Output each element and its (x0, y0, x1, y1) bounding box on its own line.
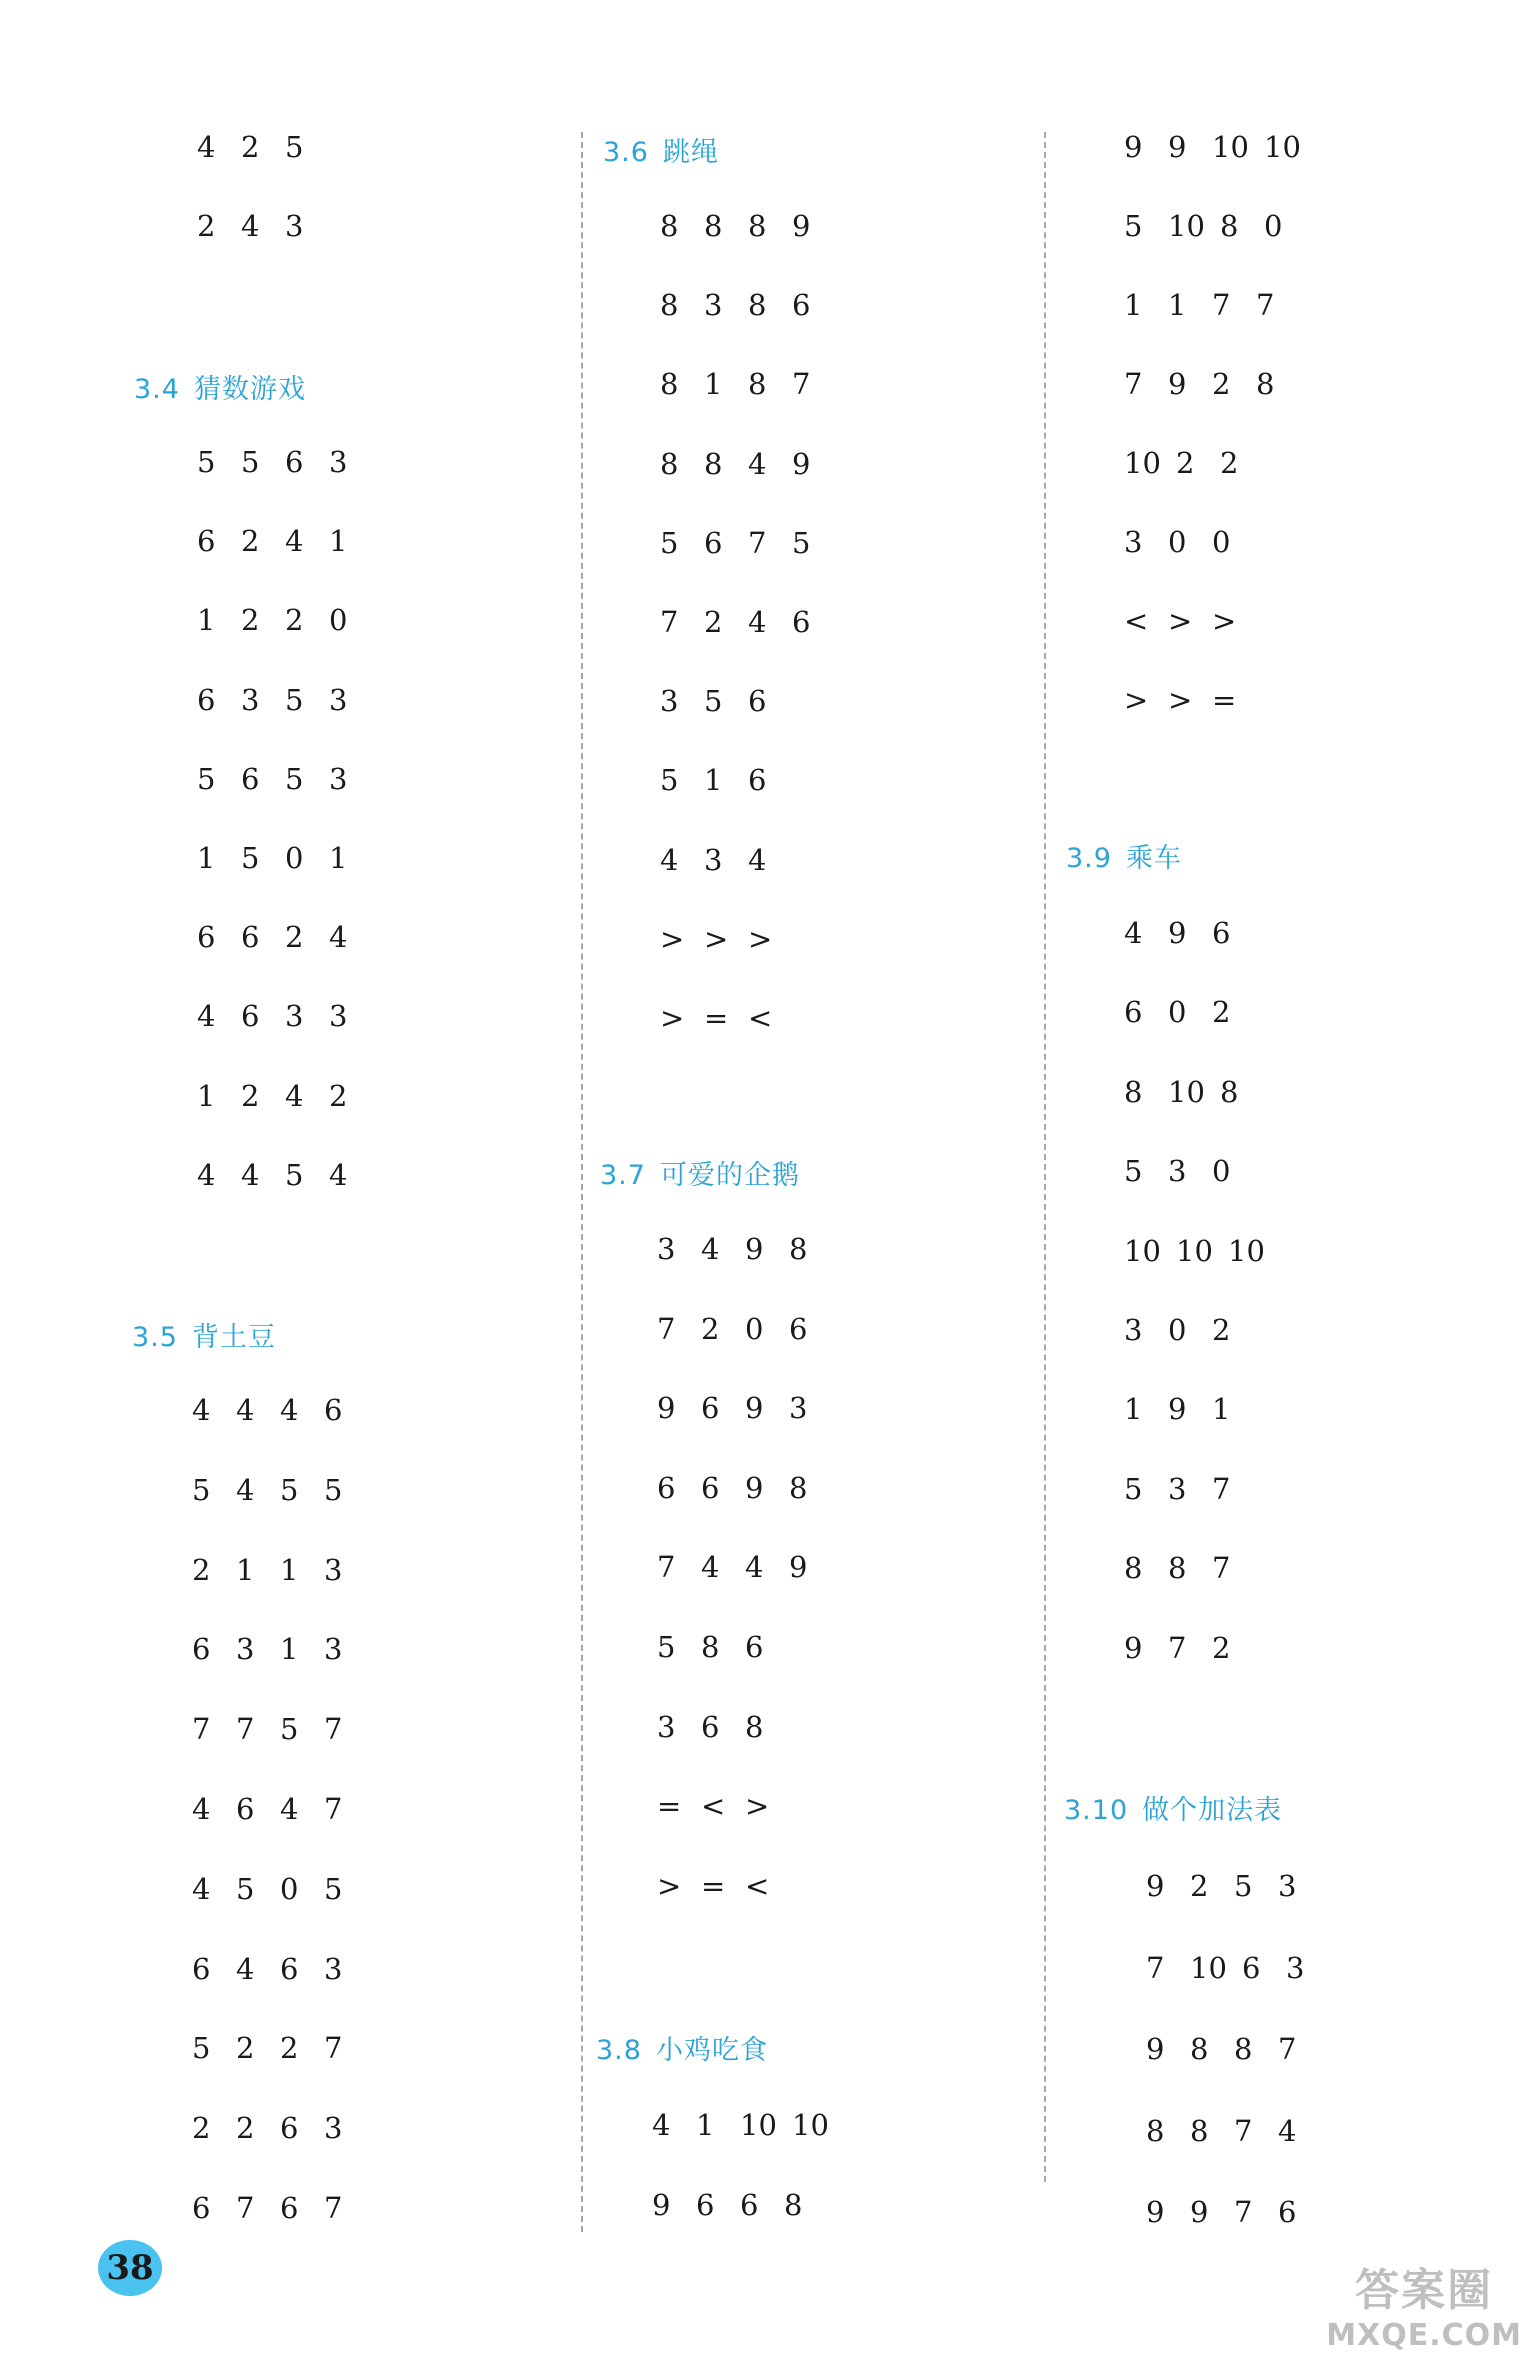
answer-value: 8 (1220, 209, 1239, 243)
answer-value: 3 (236, 1632, 255, 1666)
answer-value: 9 (792, 209, 811, 243)
answer-value: 0 (745, 1312, 764, 1346)
answer-value: > (657, 1869, 682, 1903)
answer-value: 1 (329, 841, 348, 875)
answer-value: 6 (285, 445, 304, 479)
answer-value: 1 (329, 524, 348, 558)
answer-value: 8 (660, 367, 679, 401)
answer-value: 4 (701, 1550, 720, 1584)
answer-row (1146, 2111, 1322, 2151)
answer-value: 1 (1124, 1392, 1143, 1426)
answer-row (1124, 364, 1300, 404)
answer-value: 6 (1212, 916, 1231, 950)
answer-value: 1 (197, 603, 216, 637)
answer-value: 7 (748, 526, 767, 560)
answer-value: 9 (1168, 367, 1187, 401)
answer-value: 2 (701, 1312, 720, 1346)
answer-value: 3 (324, 2111, 343, 2145)
answer-value: 9 (1168, 130, 1187, 164)
answer-value: 4 (241, 1158, 260, 1192)
answer-value: 5 (285, 762, 304, 796)
answer-value: 0 (329, 603, 348, 637)
answer-value: 6 (701, 1471, 720, 1505)
answer-value: 7 (324, 1712, 343, 1746)
answer-value: 4 (745, 1550, 764, 1584)
answer-value: 9 (789, 1550, 808, 1584)
section-title-3-8: 3.8 小鸡吃食 (596, 2035, 768, 2066)
answer-value: 3 (329, 762, 348, 796)
answer-value: 1 (197, 1079, 216, 1113)
answer-value: 3 (789, 1391, 808, 1425)
answer-value: > (660, 922, 685, 956)
answer-value: 5 (1234, 1869, 1253, 1903)
page-number-badge: 38 (98, 2240, 162, 2296)
answer-value: 0 (1264, 209, 1283, 243)
answer-value: 8 (789, 1471, 808, 1505)
answer-value: 1 (1124, 288, 1143, 322)
answer-value: 3 (657, 1232, 676, 1266)
answer-value: 8 (1146, 2114, 1165, 2148)
answer-value: 6 (192, 1632, 211, 1666)
answer-value: > (748, 922, 773, 956)
answer-value: 4 (280, 1792, 299, 1826)
answer-value: 6 (280, 1952, 299, 1986)
answer-value: 3 (329, 683, 348, 717)
answer-value: 4 (701, 1232, 720, 1266)
answer-value: < (701, 1789, 726, 1823)
answer-value: 9 (745, 1391, 764, 1425)
answer-row (1124, 1151, 1256, 1191)
answer-value: 2 (704, 605, 723, 639)
section-title-3-9: 3.9 乘车 (1066, 843, 1182, 874)
answer-row (1124, 522, 1256, 562)
answer-value: < (1124, 604, 1149, 638)
answer-value: 9 (1168, 1392, 1187, 1426)
answer-value: 10 (792, 2108, 829, 2142)
answer-value: 8 (1124, 1551, 1143, 1585)
answer-value: 2 (1212, 995, 1231, 1029)
answer-value: 9 (1124, 1631, 1143, 1665)
answer-value: 4 (1124, 916, 1143, 950)
answer-row (1124, 443, 1264, 483)
answer-value: 5 (280, 1712, 299, 1746)
answer-row (1124, 1231, 1280, 1271)
answer-value: 9 (657, 1391, 676, 1425)
answer-value: 2 (285, 920, 304, 954)
answer-value: = (1212, 683, 1237, 717)
answer-value: 5 (197, 762, 216, 796)
answer-value: 7 (1212, 288, 1231, 322)
answer-value: 0 (285, 841, 304, 875)
section-title-3-7: 3.7 可爱的企鹅 (600, 1160, 800, 1191)
answer-value: 8 (1190, 2032, 1209, 2066)
answer-value: 7 (657, 1550, 676, 1584)
answer-row (1124, 913, 1256, 953)
answer-value: 3 (329, 999, 348, 1033)
answer-value: 5 (1124, 1154, 1143, 1188)
answer-value: 5 (285, 683, 304, 717)
answer-value: 2 (241, 1079, 260, 1113)
answer-value: 0 (1168, 995, 1187, 1029)
answer-value: 2 (1212, 1631, 1231, 1665)
answer-value: 4 (197, 1158, 216, 1192)
watermark-logo: 答案圈 MXQE.COM (1326, 2265, 1522, 2353)
answer-row (1124, 992, 1256, 1032)
answer-value: 3 (1168, 1472, 1187, 1506)
answer-value: 5 (241, 445, 260, 479)
answer-row (1124, 1628, 1256, 1668)
answer-value: 2 (236, 2031, 255, 2065)
answer-value: 4 (652, 2108, 671, 2142)
answer-row (1124, 206, 1308, 246)
answer-value: 4 (329, 1158, 348, 1192)
answer-row (1146, 2029, 1322, 2069)
answer-value: 4 (280, 1393, 299, 1427)
answer-row (1124, 127, 1316, 167)
answer-value: 6 (748, 763, 767, 797)
answer-value: 2 (1212, 367, 1231, 401)
answer-value: 10 (1168, 1075, 1205, 1109)
answer-value: 7 (1278, 2032, 1297, 2066)
answer-value: 4 (236, 1952, 255, 1986)
answer-value: 3 (1124, 525, 1143, 559)
answer-value: 9 (1168, 916, 1187, 950)
answer-value: 6 (701, 1391, 720, 1425)
answer-value: 6 (1124, 995, 1143, 1029)
section-title-3-4: 3.4 猜数游戏 (134, 374, 306, 405)
answer-value: 5 (660, 526, 679, 560)
answer-row: 4 2 5 (197, 130, 304, 164)
answer-row (1124, 601, 1256, 641)
answer-value: 6 (696, 2188, 715, 2222)
answer-value: 10 (1124, 446, 1161, 480)
answer-value: 10 (1190, 1951, 1227, 1985)
answer-value: 8 (660, 447, 679, 481)
answer-value: 4 (748, 605, 767, 639)
answer-value: 2 (329, 1079, 348, 1113)
answer-value: 3 (660, 684, 679, 718)
answer-value: 8 (748, 288, 767, 322)
answer-value: 10 (1176, 1234, 1213, 1268)
answer-value: 8 (748, 367, 767, 401)
answer-value: 7 (324, 1792, 343, 1826)
answer-value: 8 (748, 209, 767, 243)
answer-value: 9 (745, 1232, 764, 1266)
answer-value: > (745, 1789, 770, 1823)
section-title-3-6: 3.6 跳绳 (603, 137, 719, 168)
answer-value: = (657, 1789, 682, 1823)
answer-value: 1 (280, 1553, 299, 1587)
answer-value: 6 (657, 1471, 676, 1505)
answer-value: 10 (740, 2108, 777, 2142)
answer-value: 2 (192, 2111, 211, 2145)
answer-value: 4 (748, 843, 767, 877)
answer-value: 6 (1242, 1951, 1261, 1985)
answer-value: 6 (192, 2191, 211, 2225)
answer-value: 7 (1168, 1631, 1187, 1665)
answer-value: 6 (792, 605, 811, 639)
answer-value: 1 (197, 841, 216, 875)
answer-value: 5 (280, 1473, 299, 1507)
answer-value: 9 (1124, 130, 1143, 164)
answer-value: 4 (236, 1473, 255, 1507)
answer-value: 7 (1124, 367, 1143, 401)
answer-value: 5 (192, 1473, 211, 1507)
answer-value: > (660, 1001, 685, 1035)
answer-value: 10 (1264, 130, 1301, 164)
answer-value: = (701, 1869, 726, 1903)
answer-value: 3 (285, 999, 304, 1033)
answer-value: 9 (1146, 2195, 1165, 2229)
answer-value: 7 (236, 2191, 255, 2225)
answer-value: 8 (1124, 1075, 1143, 1109)
answer-value: 6 (197, 524, 216, 558)
answer-value: 6 (789, 1312, 808, 1346)
answer-value: 0 (1212, 525, 1231, 559)
answer-value: 6 (241, 999, 260, 1033)
answer-value: 3 (324, 1952, 343, 1986)
answer-value: 7 (1146, 1951, 1165, 1985)
answer-value: 4 (236, 1393, 255, 1427)
answer-value: > (1168, 604, 1193, 638)
answer-value: 6 (197, 920, 216, 954)
answer-value: 9 (792, 447, 811, 481)
answer-value: 8 (704, 209, 723, 243)
answer-value: 2 (1212, 1313, 1231, 1347)
answer-value: 3 (704, 843, 723, 877)
answer-value: 6 (740, 2188, 759, 2222)
answer-value: 5 (704, 684, 723, 718)
answer-value: 4 (1278, 2114, 1297, 2148)
answer-value: 10 (1212, 130, 1249, 164)
answer-value: 7 (324, 2031, 343, 2065)
answer-value: 4 (329, 920, 348, 954)
answer-value: 9 (1146, 1869, 1165, 1903)
answer-value: 4 (192, 1792, 211, 1826)
answer-value: 5 (657, 1630, 676, 1664)
answer-row (1146, 2192, 1322, 2232)
answer-value: 4 (192, 1872, 211, 1906)
answer-value: 1 (704, 367, 723, 401)
answer-value: 2 (285, 603, 304, 637)
answer-value: 7 (792, 367, 811, 401)
answer-value: 6 (745, 1630, 764, 1664)
answer-value: 0 (1168, 1313, 1187, 1347)
answer-value: 8 (789, 1232, 808, 1266)
answer-value: 8 (1256, 367, 1275, 401)
answer-value: 5 (241, 841, 260, 875)
answer-value: 5 (1124, 1472, 1143, 1506)
answer-value: 9 (1146, 2032, 1165, 2066)
answer-value: 8 (784, 2188, 803, 2222)
answer-value: 2 (241, 524, 260, 558)
answer-row (1146, 1948, 1330, 1988)
answer-value: 4 (192, 1393, 211, 1427)
answer-value: 6 (280, 2191, 299, 2225)
answer-value: 10 (1168, 209, 1205, 243)
answer-value: 7 (1256, 288, 1275, 322)
answer-value: 9 (1190, 2195, 1209, 2229)
answer-value: 3 (241, 683, 260, 717)
answer-row (1124, 1310, 1256, 1350)
answer-value: 4 (748, 447, 767, 481)
answer-value: 5 (1124, 209, 1143, 243)
answer-value: 1 (236, 1553, 255, 1587)
answer-value: 6 (792, 288, 811, 322)
answer-value: 5 (324, 1473, 343, 1507)
answer-value: 4 (660, 843, 679, 877)
answer-row (1124, 1389, 1256, 1429)
answer-value: 7 (660, 605, 679, 639)
answer-value: 6 (748, 684, 767, 718)
answer-value: 7 (657, 1312, 676, 1346)
answer-value: 6 (324, 1393, 343, 1427)
answer-value: 6 (280, 2111, 299, 2145)
answer-value: 2 (1190, 1869, 1209, 1903)
answer-row (1124, 1548, 1256, 1588)
answer-value: 6 (701, 1710, 720, 1744)
answer-row (1124, 285, 1300, 325)
answer-value: 2 (241, 603, 260, 637)
answer-value: 6 (704, 526, 723, 560)
answer-value: 0 (1168, 525, 1187, 559)
section-title-3-10: 3.10 做个加法表 (1064, 1795, 1283, 1826)
answer-value: 9 (652, 2188, 671, 2222)
answer-value: 2 (192, 1553, 211, 1587)
answer-value: 1 (1212, 1392, 1231, 1426)
answer-value: 2 (1176, 446, 1195, 480)
answer-value: 6 (236, 1792, 255, 1826)
answer-row (1124, 680, 1256, 720)
answer-value: 8 (1220, 1075, 1239, 1109)
answer-value: 4 (197, 999, 216, 1033)
answer-value: 10 (1228, 1234, 1265, 1268)
answer-value: 2 (1220, 446, 1239, 480)
answer-value: 7 (1212, 1551, 1231, 1585)
answer-value: 9 (745, 1471, 764, 1505)
answer-value: 6 (241, 920, 260, 954)
answer-row (1124, 1072, 1264, 1112)
answer-value: 8 (660, 209, 679, 243)
answer-value: 3 (657, 1710, 676, 1744)
answer-value: < (745, 1869, 770, 1903)
answer-value: 10 (1124, 1234, 1161, 1268)
answer-value: 8 (704, 447, 723, 481)
answer-value: 7 (1234, 2195, 1253, 2229)
answer-value: 5 (285, 1158, 304, 1192)
answer-value: 4 (285, 524, 304, 558)
answer-value: 5 (197, 445, 216, 479)
answer-value: 3 (1286, 1951, 1305, 1985)
answer-value: 8 (701, 1630, 720, 1664)
answer-value: = (704, 1001, 729, 1035)
answer-value: 8 (1234, 2032, 1253, 2066)
answer-value: 6 (1278, 2195, 1297, 2229)
answer-value: > (704, 922, 729, 956)
answer-value: 6 (192, 1952, 211, 1986)
answer-value: 1 (280, 1632, 299, 1666)
answer-value: 7 (1212, 1472, 1231, 1506)
answer-value: 3 (1168, 1154, 1187, 1188)
answer-value: 6 (197, 683, 216, 717)
answer-value: 2 (236, 2111, 255, 2145)
answer-value: > (1168, 683, 1193, 717)
answer-value: 7 (192, 1712, 211, 1746)
answer-value: 2 (280, 2031, 299, 2065)
answer-value: 3 (1124, 1313, 1143, 1347)
answer-value: 5 (324, 1872, 343, 1906)
answer-value: 3 (1278, 1869, 1297, 1903)
answer-value: > (1124, 683, 1149, 717)
answer-value: 7 (324, 2191, 343, 2225)
answer-row (1146, 1866, 1322, 1906)
answer-value: > (1212, 604, 1237, 638)
answer-value: 3 (329, 445, 348, 479)
answer-value: 5 (792, 526, 811, 560)
answer-value: 8 (1168, 1551, 1187, 1585)
answer-value: 7 (236, 1712, 255, 1746)
answer-value: < (748, 1001, 773, 1035)
answer-value: 1 (696, 2108, 715, 2142)
section-title-3-5: 3.5 背土豆 (132, 1322, 276, 1353)
answer-value: 0 (1212, 1154, 1231, 1188)
answer-value: 4 (285, 1079, 304, 1113)
answer-value: 6 (241, 762, 260, 796)
answer-row (1124, 1469, 1256, 1509)
answer-value: 5 (660, 763, 679, 797)
answer-value: 3 (324, 1553, 343, 1587)
answer-row: 2 4 3 (197, 209, 304, 243)
answer-value: 8 (745, 1710, 764, 1744)
answer-value: 3 (324, 1632, 343, 1666)
answer-value: 8 (1190, 2114, 1209, 2148)
answer-value: 8 (660, 288, 679, 322)
answer-value: 7 (1234, 2114, 1253, 2148)
answer-value: 1 (1168, 288, 1187, 322)
answer-value: 5 (236, 1872, 255, 1906)
answer-value: 0 (280, 1872, 299, 1906)
answer-value: 3 (704, 288, 723, 322)
answer-value: 5 (192, 2031, 211, 2065)
answer-value: 1 (704, 763, 723, 797)
